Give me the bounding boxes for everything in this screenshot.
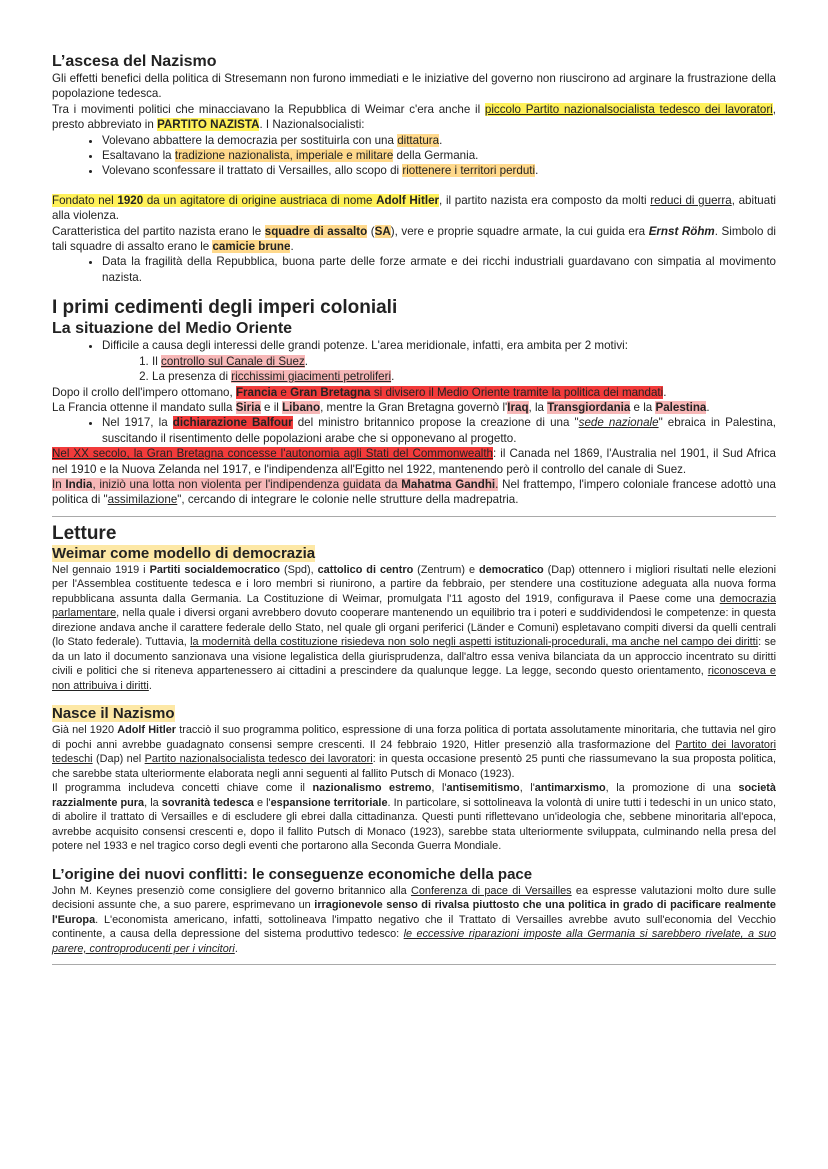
paragraph: Gli effetti benefici della politica di Stresemann non furono immediati e le iniziative del governo non riuscirono ad arginare la frustrazione della popolazione tedesca. — [52, 72, 776, 101]
bullet-list — [52, 338, 776, 353]
list-item: • Esaltavano la tradizione nazionalista, imperiale e militare della Germania. — [102, 148, 776, 163]
paragraph: La Francia ottenne il mandato sulla Siria e il Libano, mentre la Gran Bretagna governò l'Iraq, la Transgiordania e la Palestina. — [52, 400, 710, 414]
list-item: • Volevano abbattere la democrazia per sostituirla con una dittatura. — [102, 133, 776, 148]
paragraph: John M. Keynes presenziò come consigliere del governo britannico alla Conferenza di pace di Versailles ea espresse valutazioni molto dure sulle decisioni assunte che, a suo parere, esprimevano un irragionevole senso di rivalsa piuttosto che una politica in grado di pacificare realmente l'Europa. L'economista americano, infatti, sottolineava l'impatto negativo che il Trattato di Versailles avrebbe avuto sull'economia del Vecchio continente, a causa della depressione del sistema produttivo tedesco: le eccessive riparazioni imposte alla Germania si sarebbero rivelate, a suo parere, controproducenti per i vincitori. — [52, 884, 776, 955]
list-item: 2. La presenza di ricchissimi giacimenti petroliferi. — [152, 369, 776, 384]
highlight: piccolo Partito nazionalsocialista tedesco dei lavoratori — [484, 102, 773, 116]
list-item: • Difficile a causa degli interessi delle grandi potenze. L'area meridionale, infatti, era ambita per 2 motivi: — [102, 338, 776, 353]
reading-title-nasce-nazismo: Nasce il Nazismo — [52, 705, 175, 723]
reading-title-conflitti: L’origine dei nuovi conflitti: le conseguenze economiche della pace — [52, 865, 533, 883]
bullet-list — [52, 133, 776, 179]
paragraph: Nel XX secolo, la Gran Bretagna concesse l'autonomia agli Stati del Commonwealth: il Canada nel 1869, l'Australia nel 1901, il Sud Africa nel 1910 e la Nuova Zelanda nel 1917, e l'indipendenza all'Egitto nel 1922, mantenendo però il controllo del canale di Suez. — [52, 447, 776, 476]
paragraph: Caratteristica del partito nazista erano le squadre di assalto (SA), vere e proprie squadre armate, la cui guida era Ernst Röhm. Simbolo di tali squadre di assalto erano le camicie brune. — [52, 224, 776, 254]
list-item: • Data la fragilità della Repubblica, buona parte delle forze armate e dei ricchi industriali guardavano con simpatia al movimento nazista. — [102, 254, 776, 285]
section-title-imperi-coloniali: I primi cedimenti degli imperi coloniali — [52, 297, 398, 319]
bullet-list — [52, 254, 776, 285]
section-title-ascesa-nazismo: L’ascesa del Nazismo — [52, 53, 217, 70]
paragraph: Già nel 1920 Adolf Hitler tracciò il suo programma politico, espressione di una forza politica di portata assolutamente minoritaria, che tuttavia nel giro di pochi anni avrebbe guadagnato consensi sempre crescenti. Il 24 febbraio 1920, Hitler presenziò alla trasformazione del Partito dei lavoratori tedeschi (Dap) nel Partito nazionalsocialista tedesco dei lavoratori: in questa occasione presentò 25 punti che riassumevano la sua proposta politica, che sarebbe stata ulteriormente elaborata negli anni seguenti al fallito Putsch di Monaco (1923). — [52, 724, 777, 780]
paragraph: In India, iniziò una lotta non violenta per l'indipendenza guidata da Mahatma Gandhi. Nel frattempo, l'impero coloniale francese adottò una politica di "assimilazione", cercando di integrare le colonie nelle strutture della madrepatria. — [52, 477, 776, 507]
subsection-title-medio-oriente: La situazione del Medio Oriente — [52, 320, 293, 338]
highlight: PARTITO NAZISTA — [157, 118, 260, 132]
list-item: 1. Il controllo sul Canale di Suez. — [152, 354, 776, 369]
paragraph: Il programma includeva concetti chiave come il nazionalismo estremo, l'antisemitismo, l'antimarxismo, la promozione di una società razzialmente pura, la sovranità tedesca e l'espansione territoriale. In particolare, si sottolineava la volontà di unire tutti i tedeschi in un unico stato, di abolire il trattato di Versailles e di escludere gli ebrei dalla cittadinanza. Questi punti riflettevano un'ideologia che, sebbene minoritaria all'epoca, avrebbe acquisito consensi crescenti e, dopo il fallito Putsch di Monaco (1923), sarebbe stata ulteriormente sviluppata, culminando nella presa del potere nel 1933 e nel tragico corso degli eventi che portarono alla Seconda Guerra Mondiale. — [52, 782, 777, 853]
paragraph: Tra i movimenti politici che minacciavano la Repubblica di Weimar c'era anche il piccolo Partito nazionalsocialista tedesco dei lavoratori, presto abbreviato in PARTITO NAZISTA. I Nazionalsocialisti: — [52, 102, 776, 132]
paragraph: Dopo il crollo dell'impero ottomano, Francia e Gran Bretagna si divisero il Medio Oriente tramite la politica dei mandati. — [52, 385, 667, 399]
list-item: • Volevano sconfessare il trattato di Versailles, allo scopo di riottenere i territori perduti. — [102, 163, 776, 178]
numbered-list — [52, 354, 776, 385]
reading-title-weimar: Weimar come modello di democrazia — [52, 544, 316, 562]
section-title-letture: Letture — [52, 522, 117, 544]
paragraph: Fondato nel 1920 da un agitatore di origine austriaca di nome Adolf Hitler, il partito nazista era composto da molti reduci di guerra, abituati alla violenza. — [52, 193, 776, 223]
list-item: • Nel 1917, la dichiarazione Balfour del ministro britannico propose la creazione di una "sede nazionale" ebraica in Palestina, suscitando il risentimento delle popolazioni arabe che si opponevano al progetto. — [102, 415, 776, 446]
document-page — [52, 52, 776, 971]
bullet-list — [52, 415, 776, 446]
divider — [52, 516, 776, 517]
divider — [52, 964, 776, 965]
paragraph: Nel gennaio 1919 i Partiti socialdemocratico (Spd), cattolico di centro (Zentrum) e democratico (Dap) ottennero i migliori risultati nelle elezioni per l'Assemblea costituente tedesca e i loro membri si riunirono, a partire da febbraio, per stendere una costituzione adeguata alla nuova forma repubblicana assunta dalla Germania. La Costituzione di Weimar, promulgata l'11 agosto del 1919, configurava il Paese come una democrazia parlamentare, nella quale i diversi organi avrebbero dovuto cooperare mantenendo un equilibrio tra i poteri e suddividendosi le competenze: in questa direzione andava anche il carattere federale dello Stato, nel quale gli organi periferici (Länder e Comuni) espletavano compiti diversi da quelli centrali (lo Stato federale). Tuttavia, la modernità della costituzione risiedeva non solo negli aspetti istituzionali-procedurali, ma anche nel campo dei diritti: se da un lato il documento sanzionava una visione legalistica della giurisprudenza, dall'altro essa veniva bilanciata da un approccio incentrato su diritti civili e politici che si riteneva appartenessero ai cittadini a prescindere da qualunque legge. La legge, secondo questo orientamento, riconosceva e non attribuiva i diritti. — [52, 563, 776, 692]
